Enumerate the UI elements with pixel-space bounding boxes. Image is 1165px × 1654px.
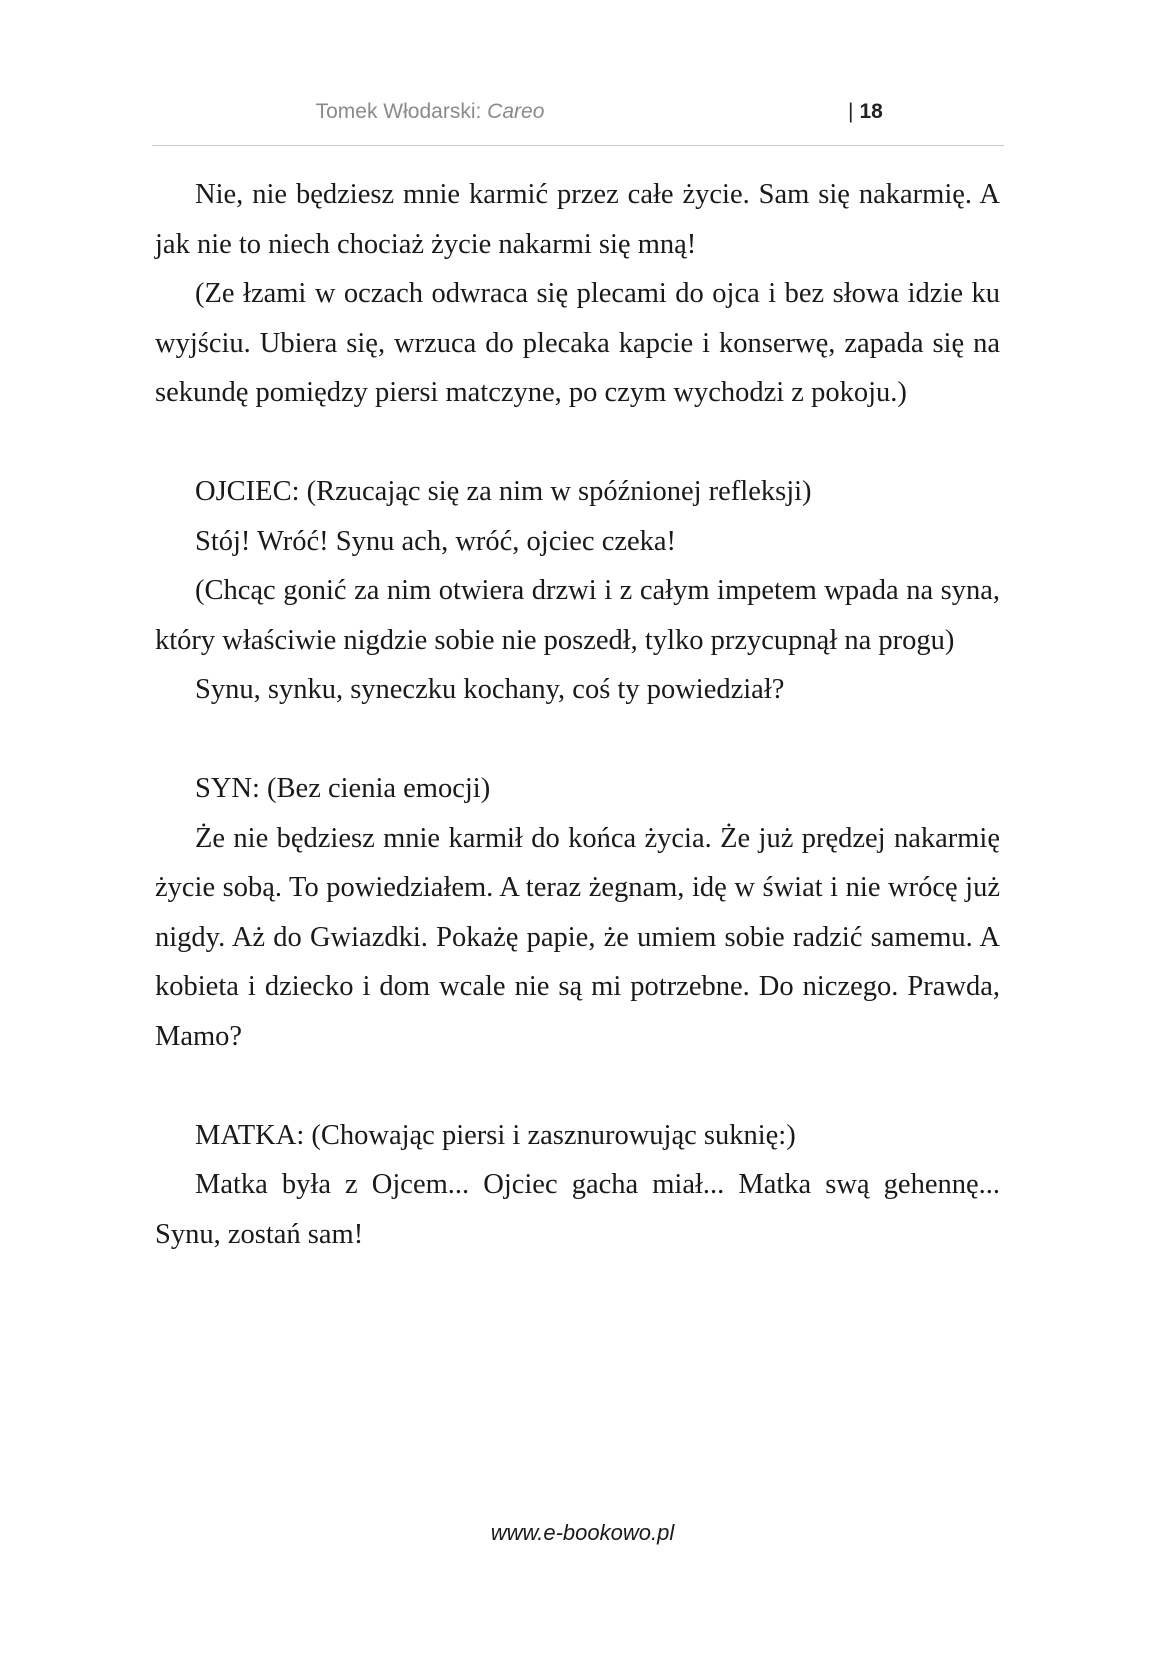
paragraph-gap <box>155 418 1000 468</box>
header-book-title: Careo <box>487 100 545 123</box>
body-text <box>155 170 1000 1259</box>
paragraph: Że nie będziesz mnie karmił do końca życia. Że już prędzej nakarmię życie sobą. To powiedziałem. A teraz żegnam, idę w świat i nie wrócę już nigdy. Aż do Gwiazdki. Pokażę papie, że umiem sobie radzić samemu. A kobieta i dziecko i dom wcale nie są mi potrzebne. Do niczego. Prawda, Mamo? <box>155 822 1000 1052</box>
paragraph-gap <box>155 1061 1000 1111</box>
speaker-line: OJCIEC: (Rzucając się za nim w spóźnionej refleksji) <box>195 476 812 507</box>
paragraph: (Ze łzami w oczach odwraca się plecami do ojca i bez słowa idzie ku wyjściu. Ubiera się, wrzuca do plecaka kapcie i konserwę, zapada się na sekundę pomiędzy piersi matczyne, po czym wychodzi z pokoju.) <box>155 278 1000 408</box>
paragraph-gap <box>155 715 1000 765</box>
header-separator: | <box>848 100 854 123</box>
paragraph: Stój! Wróć! Synu ach, wróć, ojciec czeka! <box>195 525 677 557</box>
page-number: 18 <box>859 100 883 123</box>
header-title <box>150 100 710 124</box>
speaker-line: SYN: (Bez cienia emocji) <box>195 773 491 804</box>
paragraph: Synu, synku, syneczku kochany, coś ty powiedział? <box>195 674 785 705</box>
footer-url: www.e-bookowo.pl <box>490 1520 675 1545</box>
running-header <box>150 96 1005 132</box>
header-author: Tomek Włodarski: <box>315 100 488 123</box>
header-rule <box>152 145 1004 146</box>
paragraph: Nie, nie będziesz mnie karmić przez całe życie. Sam się nakarmię. A jak nie to niech chociaż życie nakarmi się mną! <box>155 179 1000 260</box>
paragraph: Matka była z Ojcem... Ojciec gacha miał... Matka swą gehennę... Synu, zostań sam! <box>155 1169 1000 1250</box>
paragraph: (Chcąc gonić za nim otwiera drzwi i z całym impetem wpada na syna, który właściwie nigdzie sobie nie poszedł, tylko przycupnął na progu) <box>155 575 1000 656</box>
speaker-line: MATKA: (Chowając piersi i zasznurowując suknię:) <box>195 1119 796 1151</box>
header-page-number <box>848 100 883 124</box>
